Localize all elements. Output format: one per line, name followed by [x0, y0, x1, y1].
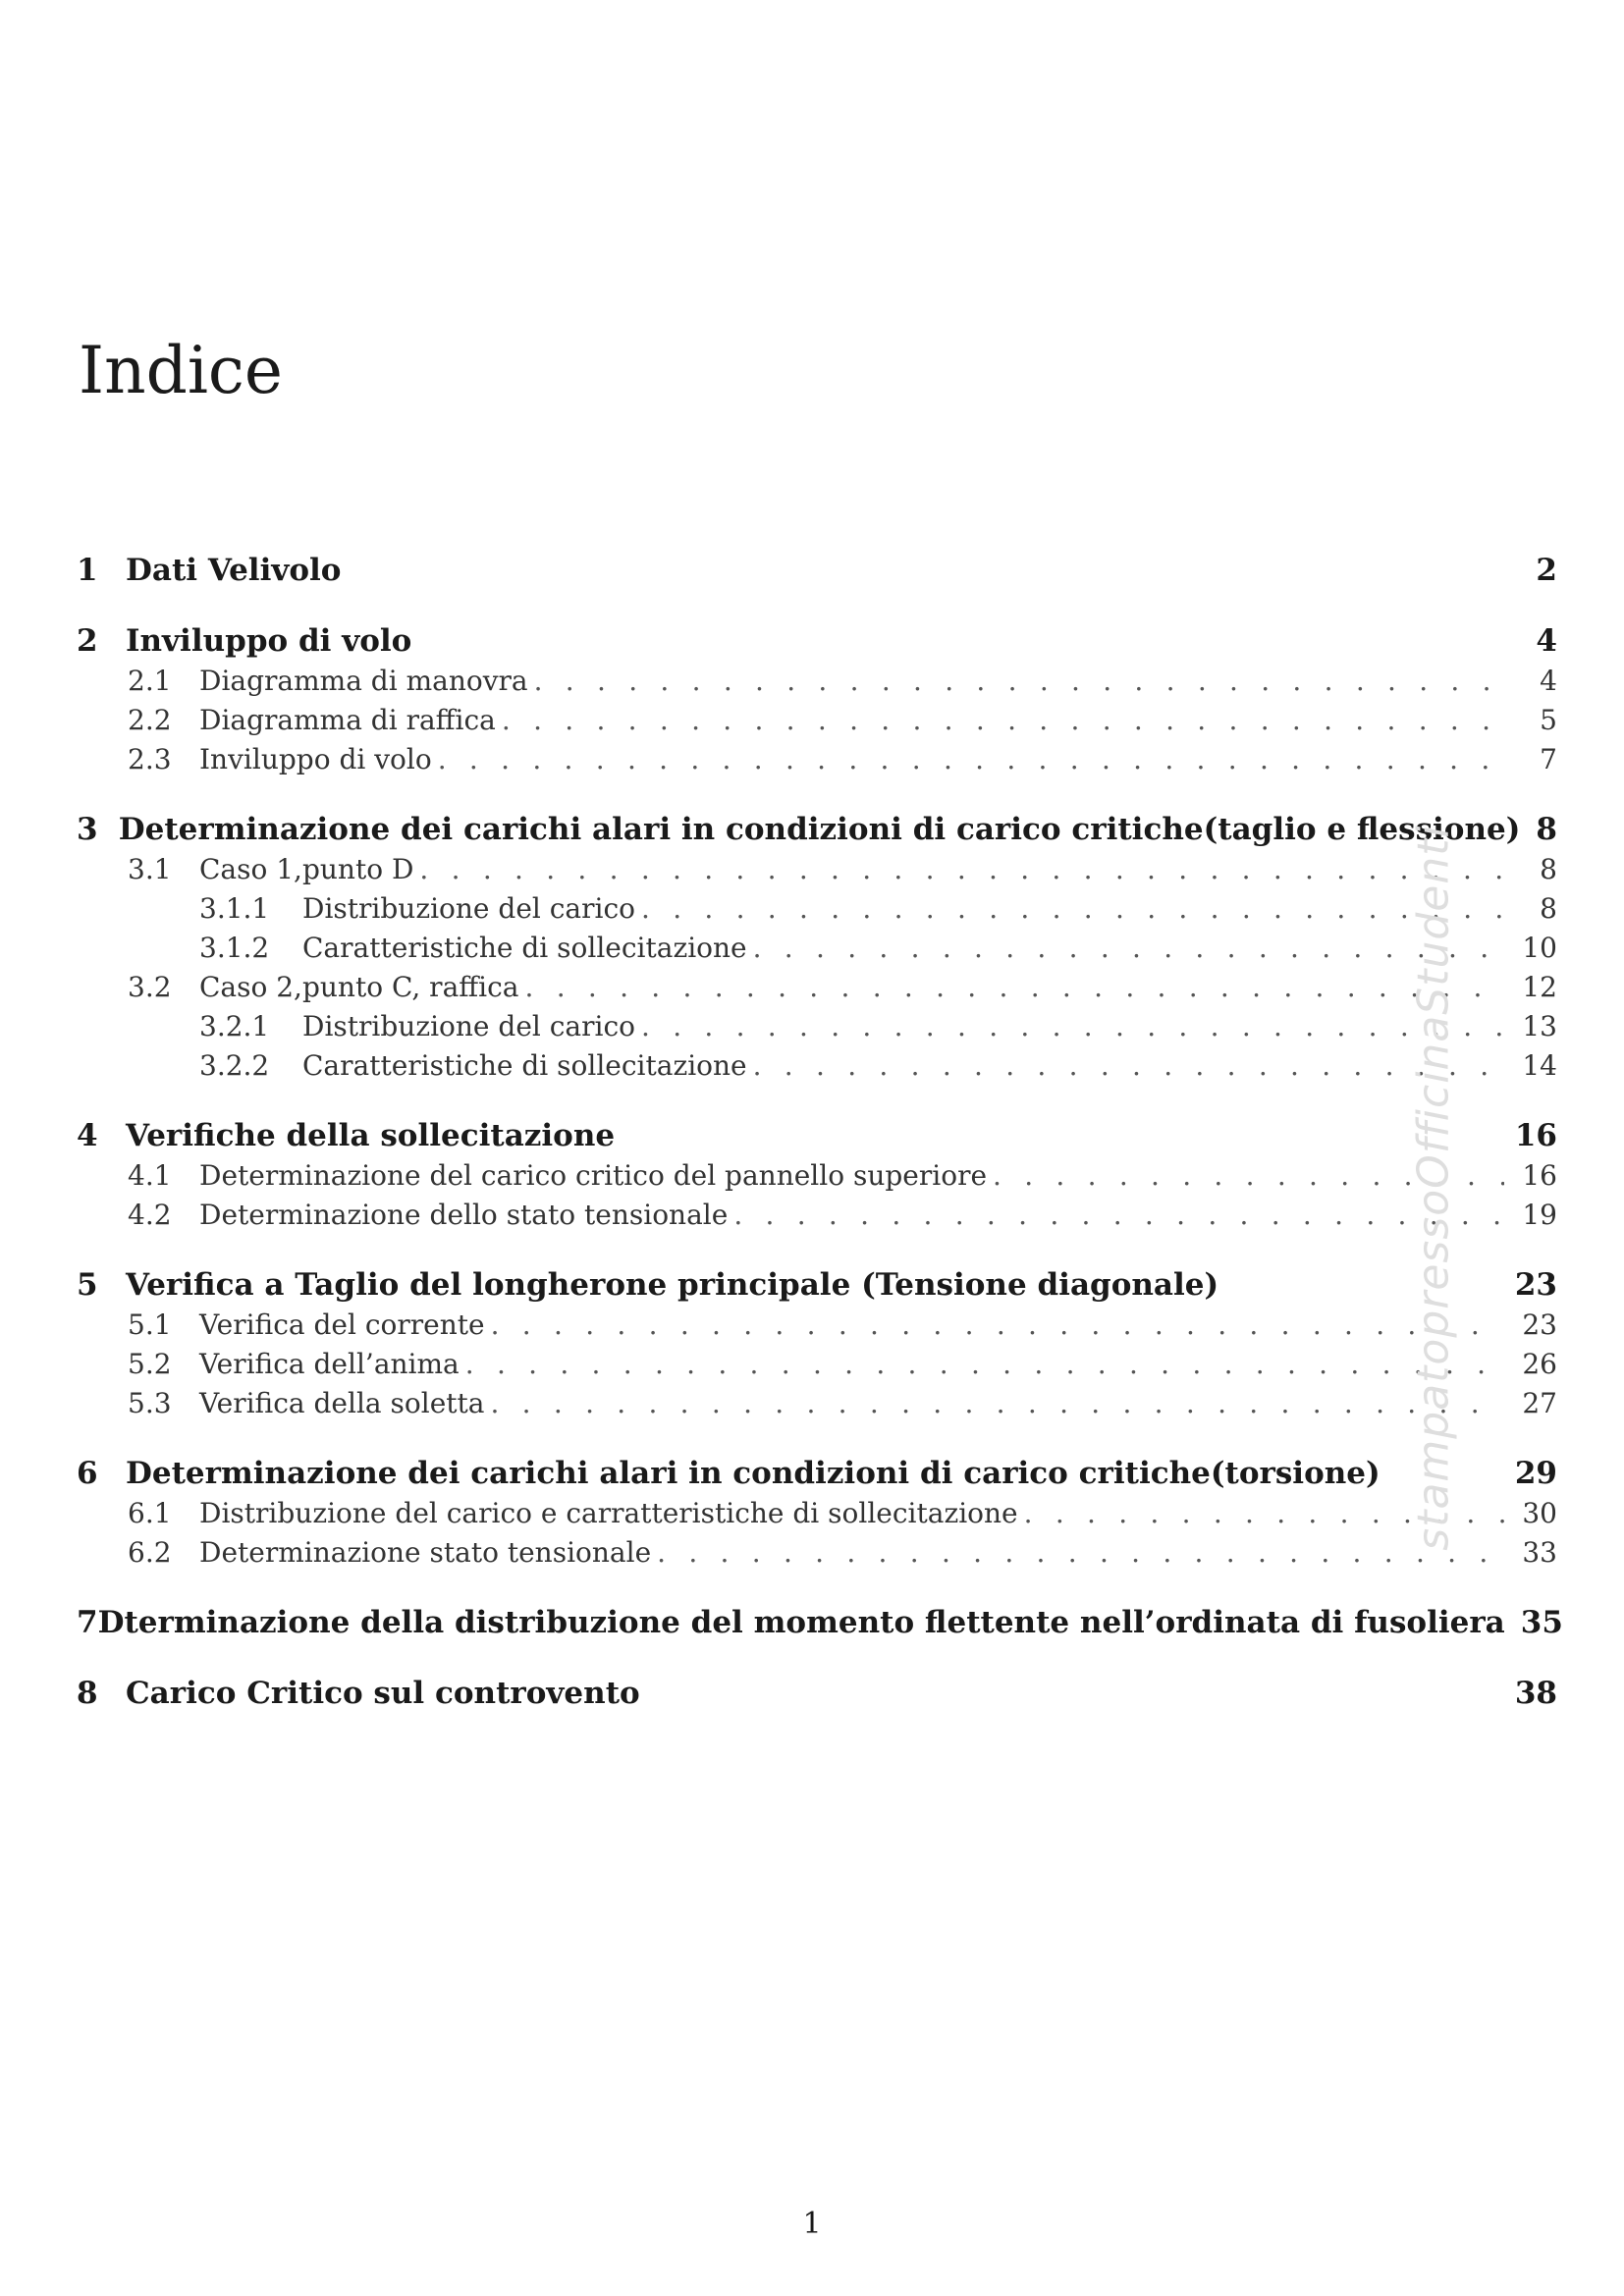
toc-section-number: 2.2: [128, 704, 172, 736]
toc-leader-dots: [525, 968, 1505, 1007]
toc-chapter-number: 5: [77, 1267, 98, 1303]
toc-section[interactable]: [77, 1156, 1557, 1196]
toc-chapter-page: 16: [1514, 1118, 1557, 1153]
toc-chapter-page: 35: [1520, 1605, 1563, 1640]
toc-chapter[interactable]: [77, 1602, 1563, 1643]
toc-section-title: Verifica del corrente: [199, 1308, 485, 1341]
toc-section-page: 7: [1540, 743, 1557, 775]
toc-subsection[interactable]: [77, 1046, 1557, 1086]
toc-leader-dots: [641, 1007, 1504, 1046]
toc-chapter[interactable]: [77, 809, 1557, 850]
toc-chapter-title: Inviluppo di volo: [126, 623, 412, 659]
toc-section-number: 6.1: [128, 1497, 172, 1529]
toc-section[interactable]: [77, 850, 1557, 889]
toc-chapter-page: 29: [1514, 1456, 1557, 1491]
toc-section-title: Distribuzione del carico e carratteristiche di sollecitazione: [199, 1497, 1018, 1529]
table-of-contents: [77, 550, 1563, 1714]
toc-leader-dots: [753, 1046, 1504, 1086]
toc-chapter[interactable]: [77, 620, 1557, 662]
toc-leader-dots: [419, 850, 1504, 889]
toc-section-title: Distribuzione del carico: [302, 892, 635, 925]
toc-leader-dots: [641, 889, 1504, 929]
toc-section-number: 3.1.2: [199, 932, 270, 964]
toc-chapter[interactable]: [77, 1115, 1557, 1156]
toc-section-page: 14: [1522, 1049, 1557, 1082]
toc-section-title: Caratteristiche di sollecitazione: [302, 1049, 747, 1082]
toc-section-number: 2.1: [128, 665, 172, 697]
toc-section-title: Caso 2,punto C, raffica: [199, 971, 519, 1003]
toc-section-number: 3.2: [128, 971, 172, 1003]
toc-section-page: 16: [1522, 1159, 1557, 1192]
toc-section-page: 4: [1540, 665, 1557, 697]
toc-section[interactable]: [77, 1345, 1557, 1384]
toc-section-title: Distribuzione del carico: [302, 1010, 635, 1042]
toc-leader-dots: [491, 1306, 1504, 1345]
toc-section-number: 3.1.1: [199, 892, 270, 925]
toc-section[interactable]: [77, 701, 1557, 740]
toc-section-number: 5.1: [128, 1308, 172, 1341]
toc-section[interactable]: [77, 968, 1557, 1007]
toc-section-number: 6.2: [128, 1536, 172, 1569]
toc-section-number: 5.3: [128, 1387, 172, 1419]
toc-section[interactable]: [77, 1306, 1557, 1345]
toc-section-title: Diagramma di manovra: [199, 665, 528, 697]
toc-section-number: 3.1: [128, 853, 172, 885]
toc-chapter-number: 8: [77, 1676, 98, 1711]
toc-leader-dots: [438, 740, 1504, 779]
toc-section-page: 27: [1522, 1387, 1557, 1419]
toc-section-page: 30: [1522, 1497, 1557, 1529]
page-title: Indice: [79, 333, 283, 408]
toc-chapter[interactable]: [77, 1673, 1557, 1714]
toc-section[interactable]: [77, 1494, 1557, 1533]
toc-chapter-title: Dterminazione della distribuzione del momento flettente nell’ordinata di fusoliera: [97, 1605, 1505, 1640]
toc-subsection[interactable]: [77, 929, 1557, 968]
toc-section-page: 23: [1522, 1308, 1557, 1341]
toc-leader-dots: [534, 662, 1504, 701]
toc-section-page: 10: [1522, 932, 1557, 964]
toc-chapter-page: 4: [1536, 623, 1557, 659]
toc-section-number: 3.2.1: [199, 1010, 270, 1042]
toc-chapter-number: 4: [77, 1118, 98, 1153]
toc-chapter-title: Determinazione dei carichi alari in condizioni di carico critiche(taglio e flessione): [118, 812, 1521, 847]
toc-section[interactable]: [77, 662, 1557, 701]
toc-chapter-title: Verifica a Taglio del longherone principale (Tensione diagonale): [126, 1267, 1219, 1303]
toc-section-number: 4.1: [128, 1159, 172, 1192]
toc-chapter-page: 8: [1536, 812, 1557, 847]
toc-section-page: 19: [1522, 1199, 1557, 1231]
toc-section-page: 26: [1522, 1348, 1557, 1380]
toc-chapter-page: 23: [1514, 1267, 1557, 1303]
toc-section-number: 5.2: [128, 1348, 172, 1380]
toc-subsection[interactable]: [77, 1007, 1557, 1046]
toc-subsection[interactable]: [77, 889, 1557, 929]
toc-section[interactable]: [77, 1533, 1557, 1573]
toc-section-title: Determinazione dello stato tensionale: [199, 1199, 729, 1231]
watermark: stampatopressoOfficinaStudenti: [1408, 825, 1459, 1551]
toc-section-page: 5: [1540, 704, 1557, 736]
toc-section-number: 2.3: [128, 743, 172, 775]
toc-chapter-title: Dati Velivolo: [126, 553, 342, 588]
toc-chapter-title: Determinazione dei carichi alari in condizioni di carico critiche(torsione): [126, 1456, 1380, 1491]
toc-leader-dots: [490, 1384, 1504, 1423]
toc-chapter[interactable]: [77, 1453, 1557, 1494]
toc-section-page: 8: [1540, 853, 1557, 885]
toc-section-title: Verifica dell’anima: [199, 1348, 460, 1380]
toc-chapter-title: Carico Critico sul controvento: [126, 1676, 640, 1711]
toc-section-title: Inviluppo di volo: [199, 743, 432, 775]
toc-chapter-number: 3: [77, 812, 98, 847]
toc-chapter-page: 2: [1536, 553, 1557, 588]
toc-section-title: Verifica della soletta: [199, 1387, 485, 1419]
toc-section-title: Caso 1,punto D: [199, 853, 414, 885]
toc-section[interactable]: [77, 1384, 1557, 1423]
toc-leader-dots: [657, 1533, 1504, 1573]
toc-section-title: Determinazione del carico critico del pannello superiore: [199, 1159, 988, 1192]
page-number: 1: [802, 2207, 822, 2241]
toc-leader-dots: [465, 1345, 1504, 1384]
toc-section-title: Determinazione stato tensionale: [199, 1536, 652, 1569]
toc-leader-dots: [753, 929, 1504, 968]
toc-chapter-number: 7: [77, 1605, 98, 1640]
toc-section-page: 33: [1522, 1536, 1557, 1569]
toc-section-page: 12: [1522, 971, 1557, 1003]
toc-leader-dots: [733, 1196, 1504, 1235]
toc-chapter-number: 6: [77, 1456, 98, 1491]
toc-section-title: Diagramma di raffica: [199, 704, 496, 736]
toc-chapter[interactable]: [77, 550, 1557, 591]
toc-leader-dots: [502, 701, 1504, 740]
toc-section[interactable]: [77, 1196, 1557, 1235]
toc-section-page: 8: [1540, 892, 1557, 925]
toc-chapter-title: Verifiche della sollecitazione: [126, 1118, 616, 1153]
toc-chapter-number: 1: [77, 553, 98, 588]
toc-section-number: 4.2: [128, 1199, 172, 1231]
toc-chapter[interactable]: [77, 1264, 1557, 1306]
toc-section-title: Caratteristiche di sollecitazione: [302, 932, 747, 964]
toc-section[interactable]: [77, 740, 1557, 779]
toc-chapter-number: 2: [77, 623, 98, 659]
toc-section-number: 3.2.2: [199, 1049, 270, 1082]
toc-section-page: 13: [1522, 1010, 1557, 1042]
toc-chapter-page: 38: [1514, 1676, 1557, 1711]
